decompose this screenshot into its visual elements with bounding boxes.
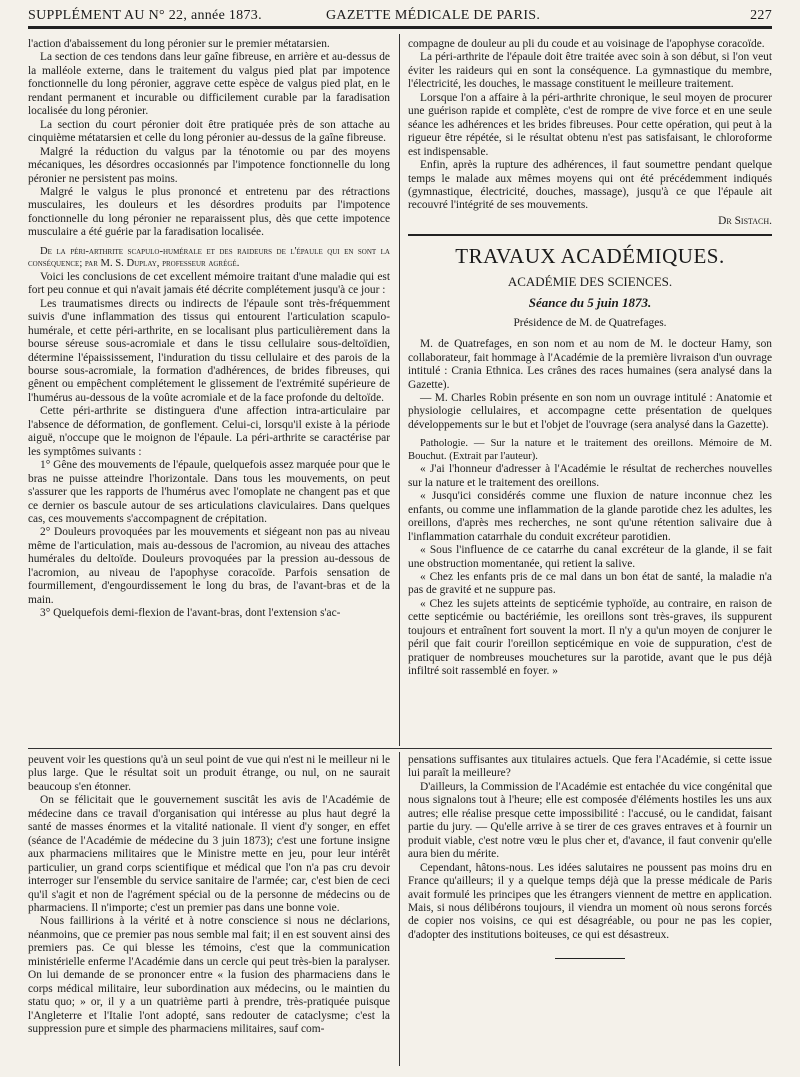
header-journal-title: GAZETTE MÉDICALE DE PARIS.	[326, 8, 541, 23]
academy-name: ACADÉMIE DES SCIENCES.	[507, 274, 673, 290]
paragraph: Les traumatismes directs ou indirects de l'épaule sont très-fréquemment suivis d'une inflammation des tissus qui entourent l'articulation scapulo-humérale, et cette péri-arthrite, en se localisant plus particulièrement dans la bourse séreuse sous-acromiale et dans le tissu cellulaire sous-deltoïdien, détermine l'épaississement, l'induration du tissu cellulaire et des parois de la bourse sous-acromiale, la formation d'adhérences, de brides fibreuses, qui gênent ou empêchent complétement le glissement de l'extrémité supérieure de l'humérus au-dessous de la voûte acromiale et de la face profonde du deltoïde.	[28, 297, 390, 404]
paragraph: 3° Quelquefois demi-flexion de l'avant-bras, dont l'extension s'ac-	[40, 607, 341, 620]
paragraph: Cette péri-arthrite se distinguera d'une affection intra-articulaire par l'absence de déformation, de gonflement. Celui-ci, lorsqu'il existe à la période aiguë, n'occupe que le moignon de l'épaule. La péri-arthrite se caractérise par les symptômes suivants :	[28, 405, 390, 458]
paragraph: Nous faillirions à la vérité et à notre conscience si nous ne déclarions, néanmoins, que ce premier pas nous semble mal fait; il en est souvent ainsi des premiers pas. Ce qui blesse les témoins, c'est que la communication ministérielle enferme l'Académie dans un cercle qui peut très-bien la paralyser. On lui demande de se prononcer entre « la fusion des pharmaciens dans le corps médical militaire, leur subordination aux médecins, ou le maintien du statu quo; » or, il y a un quatrième parti à prendre, très-pratiquée puisque l'Angleterre et l'Italie l'ont adopté, sans redouter de cataclysme; c'est la suppression pure et simple des pharmaciens militaires, sauf com-	[28, 915, 390, 1036]
presidency-line: Présidence de M. de Quatrefages.	[513, 316, 667, 329]
section-rule	[408, 234, 772, 236]
paragraph: D'ailleurs, la Commission de l'Académie est entachée du vice congénital que nous signalons tout à l'heure; elle est composée d'éléments hostiles les uns aux autres; elle réalise presque cette impossibilité : l'accusé, ou le candidat, faisant partie du jury. — Qu'elle arrive à se tirer de ces graves entraves et à fournir un produit viable, c'est notre vœu le plus cher et, d'avance, il faut convenir qu'elle aura bien du mérite.	[408, 780, 772, 861]
column-1	[28, 38, 390, 750]
quote-paragraph: « Sous l'influence de ce catarrhe du canal excréteur de la glande, il se fait une obstruction momentanée, qui retient la salive.	[408, 544, 772, 570]
paragraph: M. de Quatrefages, en son nom et au nom de M. le docteur Hamy, son collaborateur, fait hommage à l'Académie de la première livraison d'un ouvrage intitulé : Crania Ethnica. Les crânes des races humaines (sera analysé dans la Gazette).	[408, 338, 772, 391]
paragraph: La péri-arthrite de l'épaule doit être traitée avec soin à son début, si l'on veut éviter les raideurs qui en sont la conséquence. La gymnastique du membre, l'électricité, les douches, le massage constituent le meilleure traitement.	[408, 51, 772, 91]
header-supplement: SUPPLÉMENT AU N° 22, année 1873.	[28, 8, 262, 23]
paragraph: 2° Douleurs provoquées par les mouvements et siégeant non pas au niveau même de l'articulation, mais au-dessous de l'acromion, au niveau des attaches humérales du deltoïde. Douleurs provoquées par la pression au-dessous de l'acromion, au niveau de l'apophyse coracoïde. Parfois sensation de fourmillement, d'engourdissement le long du bras, de l'avant-bras et de la main.	[28, 526, 390, 606]
paragraph: Voici les conclusions de cet excellent mémoire traitant d'une maladie qui est fort peu connue et qui n'avait jamais été décrite complétement jusqu'à ce jour :	[28, 270, 390, 297]
column-3	[28, 754, 390, 1066]
paragraph: La section de ces tendons dans leur gaîne fibreuse, en arrière et au-dessus de la malléole externe, dans le traitement du valgus pied plat par impotence fonctionnelle du long péronier, aggrave cette espèce de valgus pied plat, en le rendant permanent et incurable ou difficilement curable par la faradisation localisée du long péronier.	[28, 51, 390, 118]
paragraph: peuvent voir les questions qu'à un seul point de vue qui n'est ni le meilleur ni le plus large. Que le résultat soit un produit étrange, ou nul, on ne saurait beaucoup s'en étonner.	[28, 754, 390, 793]
paragraph: Lorsque l'on a affaire à la péri-arthrite chronique, le seul moyen de procurer une guérison rapide et complète, c'est de rompre de vive force et en une seule séance les adhérences et les brides fibreuses. Pour cette opération, qui peut à la rigueur être répétée, si le résultat obtenu n'est pas satisfaisant, le chloroforme est indispensable.	[408, 91, 772, 158]
quote-paragraph: « Chez les enfants pris de ce mal dans un bon état de santé, la maladie n'a pas de gravité et ne suppure pas.	[408, 571, 772, 597]
quote-paragraph: « Chez les sujets atteints de septicémie typhoïde, au contraire, en raison de cette septicémie ou bactériémie, les oreillons sont très-graves, ils suppurent toujours et entraînent fort souvent la mort. Il n'y a qu'un moyen de conjurer le péril que fait courir l'oreillon septicémique en voie de suppuration, c'est de pratiquer de nombreuses mouchetures sur la parotide, avant que le pus déjà infiltré soit rassemblé en foyer. »	[408, 597, 772, 678]
paragraph: compagne de douleur au pli du coude et au voisinage de l'apophyse coracoïde.	[408, 38, 765, 50]
session-date: Séance du 5 juin 1873.	[528, 295, 652, 311]
paragraph: Cependant, hâtons-nous. Les idées salutaires ne poussent pas moins dru en France qu'ailleurs; il y a quelque temps déjà que la presse médicale de Paris avait formulé les principes que les étrangers viennent de mettre en application. Mais, si nous délibérons toujours, il viendra un moment où nous serons forcés de copier nos voisins, ce qui est désagréable, ou pour ne pas les copier, d'adopter des institutions boiteuses, ce qui est désastreux.	[408, 861, 772, 941]
paragraph: l'action d'abaissement du long péronier sur le premier métatarsien.	[28, 38, 330, 50]
column-2	[408, 38, 772, 750]
paragraph: On se félicitait que le gouvernement suscitât les avis de l'Académie de médecine dans ce travail d'organisation qui intéresse au plus haut degré la santé de masses énormes et la vitalité nationale. Il vient d'y songer, en effet (séance de l'Académie de médecine du 3 juin 1873); c'est une fortune insigne aux pharmaciens militaires que le Ministre mette en jeu, pour leur intérêt particulier, un grand corps scientifique et médical que l'on n'a pas cru devoir interroger sur l'ensemble du service sanitaire de l'armée; car, c'est bien de ceci qu'il s'agit et non de l'agrément spécial ou de la personne de médecins ou de pharmaciens. Il n'importe; c'est un premier pas dans une bonne voie.	[28, 794, 390, 914]
article-heading-duplay: De la péri-arthrite scapulo-humérale et des raideurs de l'épaule qui en sont la conséquence; par M. S. Duplay, professeur agrégé.	[28, 245, 390, 270]
running-header	[28, 6, 772, 28]
column-divider-top	[399, 34, 400, 746]
paragraph: Malgré le valgus le plus prononcé et entretenu par des rétractions musculaires, les douleurs et les désordres produits par l'impotence fonctionnelle du long péronier ne reparaissent plus, dès que cette impotence musculaire a été guérie par la faradisation localisée.	[28, 185, 390, 239]
author-signature: Dr Sistach.	[718, 214, 772, 227]
paragraph: La section du court péronier doit être pratiquée près de son attache au cinquième métatarsien et celle du long péronier au-dessus de la gaîne fibreuse.	[28, 118, 390, 145]
paragraph: Enfin, après la rupture des adhérences, il faut soumettre pendant quelque temps le malade aux mêmes moyens qui ont été précédemment indiqués (gymnastique, électricité, douches, massage), jusqu'à ce que l'épaule ait recouvré l'intégrité de ses mouvements.	[408, 159, 772, 212]
paragraph: pensations suffisantes aux titulaires actuels. Que fera l'Académie, si cette issue lui paraît la meilleure?	[408, 754, 772, 780]
article-heading-bouchut: Pathologie. — Sur la nature et le traitement des oreillons. Mémoire de M. Bouchut. (Extrait par l'auteur).	[408, 438, 772, 462]
paragraph: — M. Charles Robin présente en son nom un ouvrage intitulé : Anatomie et physiologie cellulaires, et accompagne cette présentation de quelques développements sur le but et l'objet de l'ouvrage (sera analysé dans la Gazette).	[408, 392, 772, 431]
quote-paragraph: « J'ai l'honneur d'adresser à l'Académie le résultat de recherches nouvelles sur la nature et le traitement des oreillons.	[408, 463, 772, 489]
end-rule	[555, 958, 625, 959]
header-rule	[28, 26, 772, 29]
quote-paragraph: « Jusqu'ici considérés comme une fluxion de nature inconnue chez les enfants, ou comme une inflammation de la glande parotide chez les adultes, les oreillons, d'après mes recherches, ne sont qu'une rétention salivaire due à l'inflammation catarrhale du conduit excréteur parotidien.	[408, 490, 772, 543]
column-divider-bottom	[399, 752, 400, 1066]
page-number: 227	[750, 8, 772, 23]
section-title: TRAVAUX ACADÉMIQUES.	[455, 244, 725, 269]
paragraph: Malgré la réduction du valgus par la ténotomie ou par des moyens mécaniques, les désordres occasionnés par l'impotence fonctionnelle du long péronier ne persistent pas moins.	[28, 145, 390, 185]
column-4	[408, 754, 772, 1066]
paragraph: 1° Gêne des mouvements de l'épaule, quelquefois assez marquée pour que le bras ne puisse atteindre l'horizontale. Dans tous les mouvements, on peut s'assurer que les rapports de l'humérus avec l'omoplate ne changent pas et que ce dernier os bascule autour de ses articulations claviculaires. Dans quelques cas, ces mouvements s'accompagnent de crépitation.	[28, 459, 390, 525]
